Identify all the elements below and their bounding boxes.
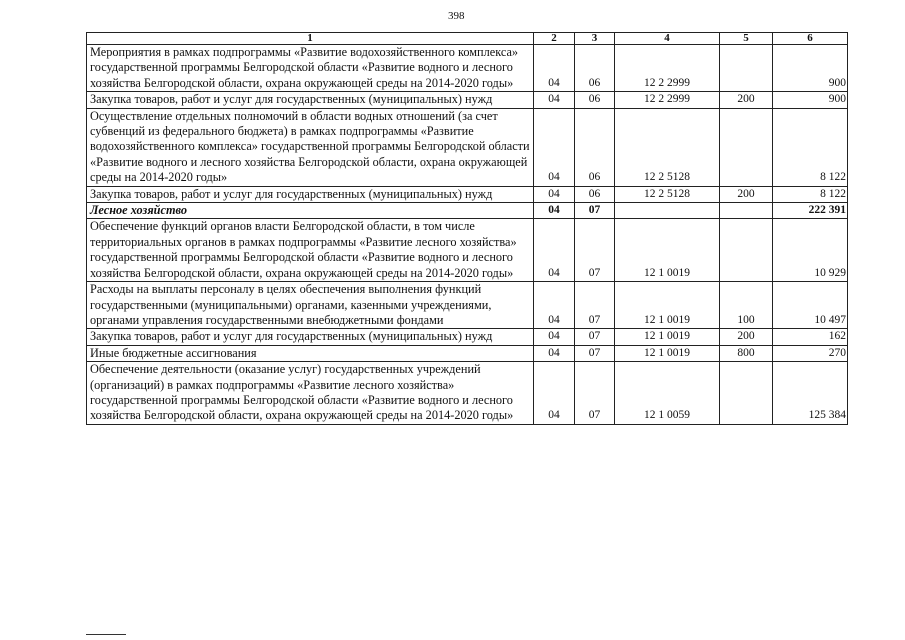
subsection-code: 06	[575, 108, 615, 186]
target-item-code	[615, 203, 720, 219]
row-description: Закупка товаров, работ и услуг для государственных (муниципальных) нужд	[87, 186, 534, 202]
target-item-code: 12 1 0019	[615, 219, 720, 282]
target-item-code: 12 1 0019	[615, 282, 720, 329]
target-item-code: 12 2 5128	[615, 186, 720, 202]
amount: 162	[773, 329, 848, 345]
expense-type-code: 200	[720, 186, 773, 202]
row-description: Обеспечение деятельности (оказание услуг) государственных учреждений (организаций) в рамках подпрограммы «Развитие лесного хозяйства» государственной программы Белгородской области «Развитие водного и лесного хозяйства Белгородской области, охрана окружающей среды на 2014-2020 годы»	[87, 362, 534, 425]
table-row	[87, 329, 848, 345]
expense-type-code	[720, 108, 773, 186]
subsection-code: 07	[575, 282, 615, 329]
amount: 125 384	[773, 362, 848, 425]
budget-table	[86, 32, 848, 425]
table-header-row	[87, 33, 848, 45]
subsection-code: 06	[575, 45, 615, 92]
target-item-code: 12 1 0019	[615, 329, 720, 345]
section-code: 04	[534, 186, 575, 202]
target-item-code: 12 1 0019	[615, 345, 720, 361]
column-header: 2	[534, 33, 575, 45]
expense-type-code: 200	[720, 92, 773, 108]
target-item-code: 12 2 2999	[615, 92, 720, 108]
section-code: 04	[534, 108, 575, 186]
expense-type-code: 100	[720, 282, 773, 329]
expense-type-code	[720, 203, 773, 219]
row-description: Закупка товаров, работ и услуг для государственных (муниципальных) нужд	[87, 329, 534, 345]
column-header: 5	[720, 33, 773, 45]
section-code: 04	[534, 329, 575, 345]
section-code: 04	[534, 219, 575, 282]
amount: 10 929	[773, 219, 848, 282]
column-header: 4	[615, 33, 720, 45]
amount: 8 122	[773, 108, 848, 186]
expense-type-code	[720, 362, 773, 425]
subsection-code: 06	[575, 92, 615, 108]
amount: 270	[773, 345, 848, 361]
subsection-code: 07	[575, 203, 615, 219]
table-row	[87, 186, 848, 202]
amount: 8 122	[773, 186, 848, 202]
table-row	[87, 45, 848, 92]
column-header: 6	[773, 33, 848, 45]
page-edge-mark	[86, 634, 126, 635]
row-description: Лесное хозяйство	[87, 203, 534, 219]
row-description: Закупка товаров, работ и услуг для государственных (муниципальных) нужд	[87, 92, 534, 108]
target-item-code: 12 2 5128	[615, 108, 720, 186]
amount: 10 497	[773, 282, 848, 329]
row-description: Обеспечение функций органов власти Белгородской области, в том числе территориальных органов в рамках подпрограммы «Развитие лесного хозяйства» государственной программы Белгородской области «Развитие водного и лесного хозяйства Белгородской области, охрана окружающей среды на 2014-2020 годы»	[87, 219, 534, 282]
column-header: 3	[575, 33, 615, 45]
expense-type-code: 200	[720, 329, 773, 345]
target-item-code: 12 2 2999	[615, 45, 720, 92]
subsection-code: 06	[575, 186, 615, 202]
row-description: Иные бюджетные ассигнования	[87, 345, 534, 361]
amount: 222 391	[773, 203, 848, 219]
column-header: 1	[87, 33, 534, 45]
section-code: 04	[534, 345, 575, 361]
section-code: 04	[534, 92, 575, 108]
expense-type-code	[720, 45, 773, 92]
subsection-code: 07	[575, 345, 615, 361]
table-row	[87, 362, 848, 425]
section-code: 04	[534, 362, 575, 425]
amount: 900	[773, 45, 848, 92]
target-item-code: 12 1 0059	[615, 362, 720, 425]
subsection-code: 07	[575, 362, 615, 425]
amount: 900	[773, 92, 848, 108]
row-description: Расходы на выплаты персоналу в целях обеспечения выполнения функций государственными (муниципальными) органами, казенными учреждениями, органами управления государственными внебюджетными фондами	[87, 282, 534, 329]
section-code: 04	[534, 203, 575, 219]
table-row	[87, 345, 848, 361]
table-row	[87, 282, 848, 329]
table-row	[87, 108, 848, 186]
section-code: 04	[534, 45, 575, 92]
expense-type-code	[720, 219, 773, 282]
section-code: 04	[534, 282, 575, 329]
table-row	[87, 92, 848, 108]
subsection-code: 07	[575, 219, 615, 282]
subsection-code: 07	[575, 329, 615, 345]
row-description: Мероприятия в рамках подпрограммы «Развитие водохозяйственного комплекса» государственной программы Белгородской области «Развитие водного и лесного хозяйства Белгородской области, охрана окружающей среды на 2014-2020 годы»	[87, 45, 534, 92]
page-number: 398	[448, 10, 465, 22]
table-row	[87, 203, 848, 219]
row-description: Осуществление отдельных полномочий в области водных отношений (за счет субвенций из федерального бюджета) в рамках подпрограммы «Развитие водохозяйственного комплекса» государственной программы Белгородской области «Развитие водного и лесного хозяйства Белгородской области, охрана окружающей среды на 2014-2020 годы»	[87, 108, 534, 186]
expense-type-code: 800	[720, 345, 773, 361]
table-row	[87, 219, 848, 282]
